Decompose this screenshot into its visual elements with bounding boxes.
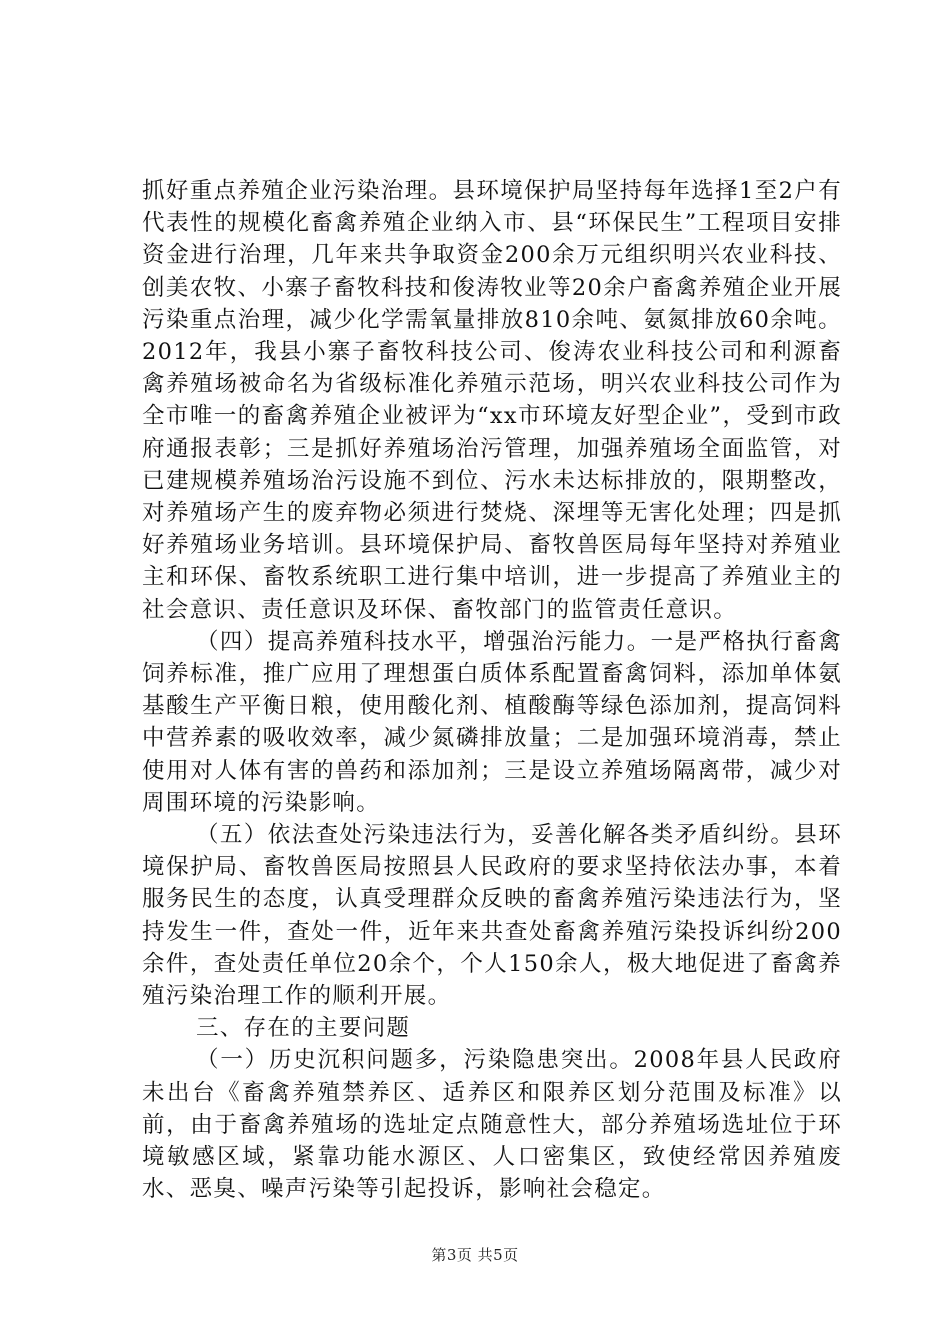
paragraph-historical-issues: （一）历史沉积问题多，污染隐患突出。2008年县人民政府未出台《畜禽养殖禁养区、适养区和限养区划分范围及标准》以前，由于畜禽养殖场的选址定点随意性大，部分养殖场选址位于环境敏感区域，紧靠功能水源区、人口密集区，致使经常因养殖废水、恶臭、噪声污染等引起投诉，影响社会稳定。 (142, 1047, 842, 1203)
paragraph-key-enterprise-treatment: 抓好重点养殖企业污染治理。县环境保护局坚持每年选择1至2户有代表性的规模化畜禽养殖企业纳入市、县“环保民生”工程项目安排资金进行治理，几年来共争取资金200余万元组织明兴农业科技、创美农牧、小寨子畜牧科技和俊涛牧业等20余户畜禽养殖企业开展污染重点治理，减少化学需氧量排放810余吨、氨氮排放60余吨。2012年，我县小寨子畜牧科技公司、俊涛农业科技公司和利源畜禽养殖场被命名为省级标准化养殖示范场，明兴农业科技公司作为全市唯一的畜禽养殖企业被评为“xx市环境友好型企业”，受到市政府通报表彰；三是抓好养殖场治污管理，加强养殖场全面监管，对已建规模养殖场治污设施不到位、污水未达标排放的，限期整改，对养殖场产生的废弃物必须进行焚烧、深埋等无害化处理；四是抓好养殖场业务培训。县环境保护局、畜牧兽医局每年坚持对养殖业主和环保、畜牧系统职工进行集中培训，进一步提高了养殖业主的社会意识、责任意识及环保、畜牧部门的监管责任意识。 (142, 178, 842, 623)
section-heading: 三、存在的主要问题 (196, 1015, 411, 1042)
document-body (142, 175, 842, 1206)
page-number-footer: 第3页 共5页 (431, 1246, 519, 1264)
paragraph-tech-level: （四）提高养殖科技水平，增强治污能力。一是严格执行畜禽饲养标准，推广应用了理想蛋白质体系配置畜禽饲料，添加单体氨基酸生产平衡日粮，使用酸化剂、植酸酶等绿色添加剂，提高饲料中营养素的吸收效率，减少氮磷排放量；二是加强环境消毒，禁止使用对人体有害的兽药和添加剂；三是设立养殖场隔离带，减少对周围环境的污染影响。 (142, 628, 842, 816)
paragraph-law-enforcement: （五）依法查处污染违法行为，妥善化解各类矛盾纠纷。县环境保护局、畜牧兽医局按照县人民政府的要求坚持依法办事，本着服务民生的态度，认真受理群众反映的畜禽养殖污染违法行为，坚持发生一件，查处一件，近年来共查处畜禽养殖污染投诉纠纷200余件，查处责任单位20余个，个人150余人，极大地促进了畜禽养殖污染治理工作的顺利开展。 (142, 822, 842, 1010)
